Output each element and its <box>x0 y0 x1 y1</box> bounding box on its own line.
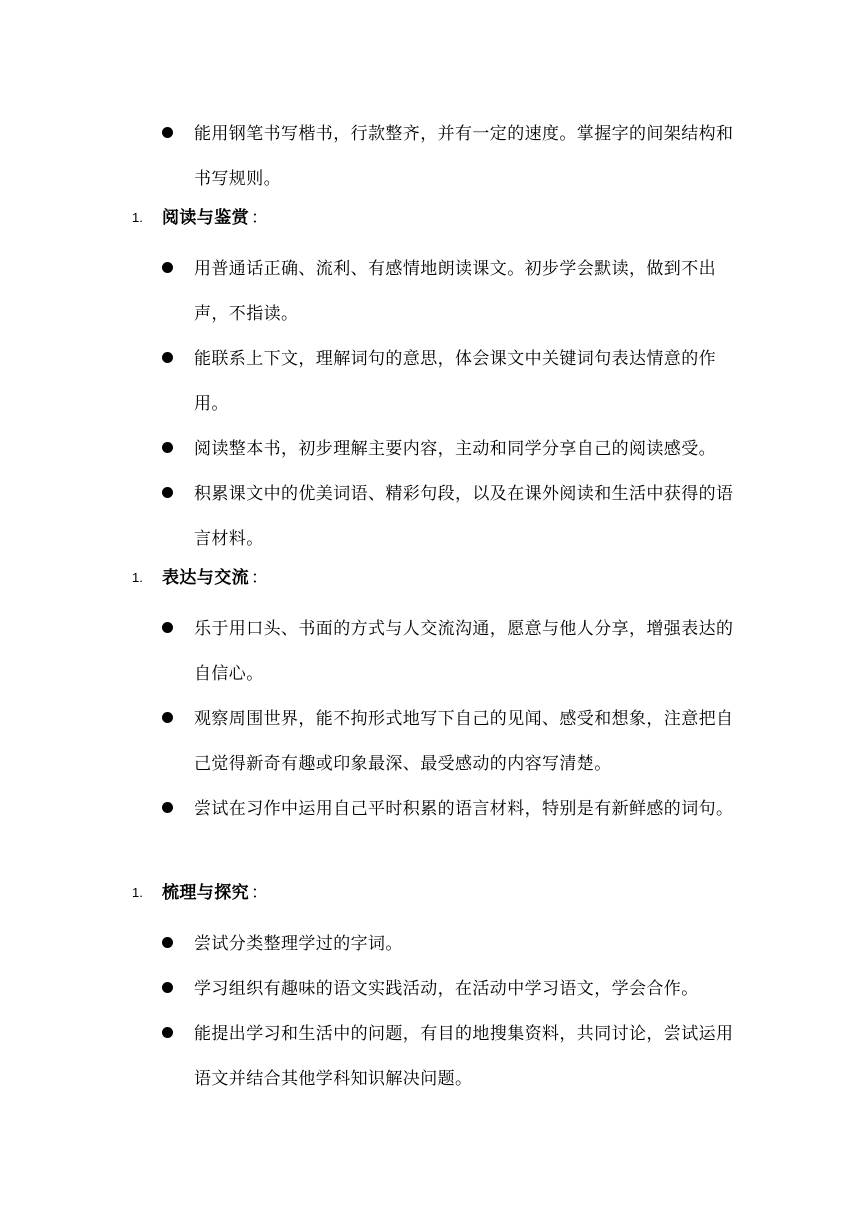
bullet-dot-icon <box>162 352 173 363</box>
list-item-text: 积累课文中的优美词语、精彩句段，以及在课外阅读和生活中获得的语言材料。 <box>194 484 734 549</box>
list-item-text: 学习组织有趣味的语文实践活动，在活动中学习语文，学会合作。 <box>194 979 699 999</box>
list-item-text: 尝试在习作中运用自己平时积累的语言材料，特别是有新鲜感的词句。 <box>194 799 734 819</box>
section-title: 表达与交流 <box>162 568 249 588</box>
section-colon: ： <box>251 208 268 228</box>
list-item <box>162 928 737 967</box>
section-number: 1. <box>132 570 143 585</box>
list-item <box>162 1018 737 1102</box>
list-item <box>162 703 737 787</box>
list-item-text: 用普通话正确、流利、有感情地朗读课文。初步学会默读，做到不出声，不指读。 <box>194 259 716 324</box>
bullet-dot-icon <box>162 802 173 813</box>
bullet-dot-icon <box>162 982 173 993</box>
section-title: 阅读与鉴赏 <box>162 208 249 228</box>
list-item-text: 能提出学习和生活中的问题，有目的地搜集资料，共同讨论，尝试运用语文并结合其他学科知识解决问题。 <box>194 1024 734 1089</box>
bullet-dot-icon <box>162 127 173 138</box>
bullet-dot-icon <box>162 937 173 948</box>
list-item-text: 阅读整本书，初步理解主要内容，主动和同学分享自己的阅读感受。 <box>194 439 716 459</box>
section-heading <box>132 206 268 230</box>
bullet-dot-icon <box>162 442 173 453</box>
section-heading <box>132 881 268 905</box>
bullet-dot-icon <box>162 487 173 498</box>
list-item <box>162 973 737 1012</box>
list-item-text: 乐于用口头、书面的方式与人交流沟通，愿意与他人分享，增强表达的自信心。 <box>194 619 734 684</box>
section-colon: ： <box>251 568 268 588</box>
section-number: 1. <box>132 885 143 900</box>
list-item-text: 能用钢笔书写楷书，行款整齐，并有一定的速度。掌握字的间架结构和书写规则。 <box>194 124 734 189</box>
list-item <box>162 613 737 697</box>
bullet-dot-icon <box>162 622 173 633</box>
section-heading <box>132 566 268 590</box>
section-number: 1. <box>132 210 143 225</box>
list-item-text: 能联系上下文，理解词句的意思，体会课文中关键词句表达情意的作用。 <box>194 349 716 414</box>
bullet-dot-icon <box>162 712 173 723</box>
section-title: 梳理与探究 <box>162 883 249 903</box>
list-item <box>162 793 737 832</box>
list-item <box>162 343 737 427</box>
list-item <box>162 253 737 337</box>
section-colon: ： <box>251 883 268 903</box>
list-item <box>162 118 737 202</box>
bullet-dot-icon <box>162 1027 173 1038</box>
list-item <box>162 478 737 562</box>
list-item-text: 尝试分类整理学过的字词。 <box>194 934 403 954</box>
list-item <box>162 433 737 472</box>
list-item-text: 观察周围世界，能不拘形式地写下自己的见闻、感受和想象，注意把自己觉得新奇有趣或印象最深、最受感动的内容写清楚。 <box>194 709 734 774</box>
bullet-dot-icon <box>162 262 173 273</box>
